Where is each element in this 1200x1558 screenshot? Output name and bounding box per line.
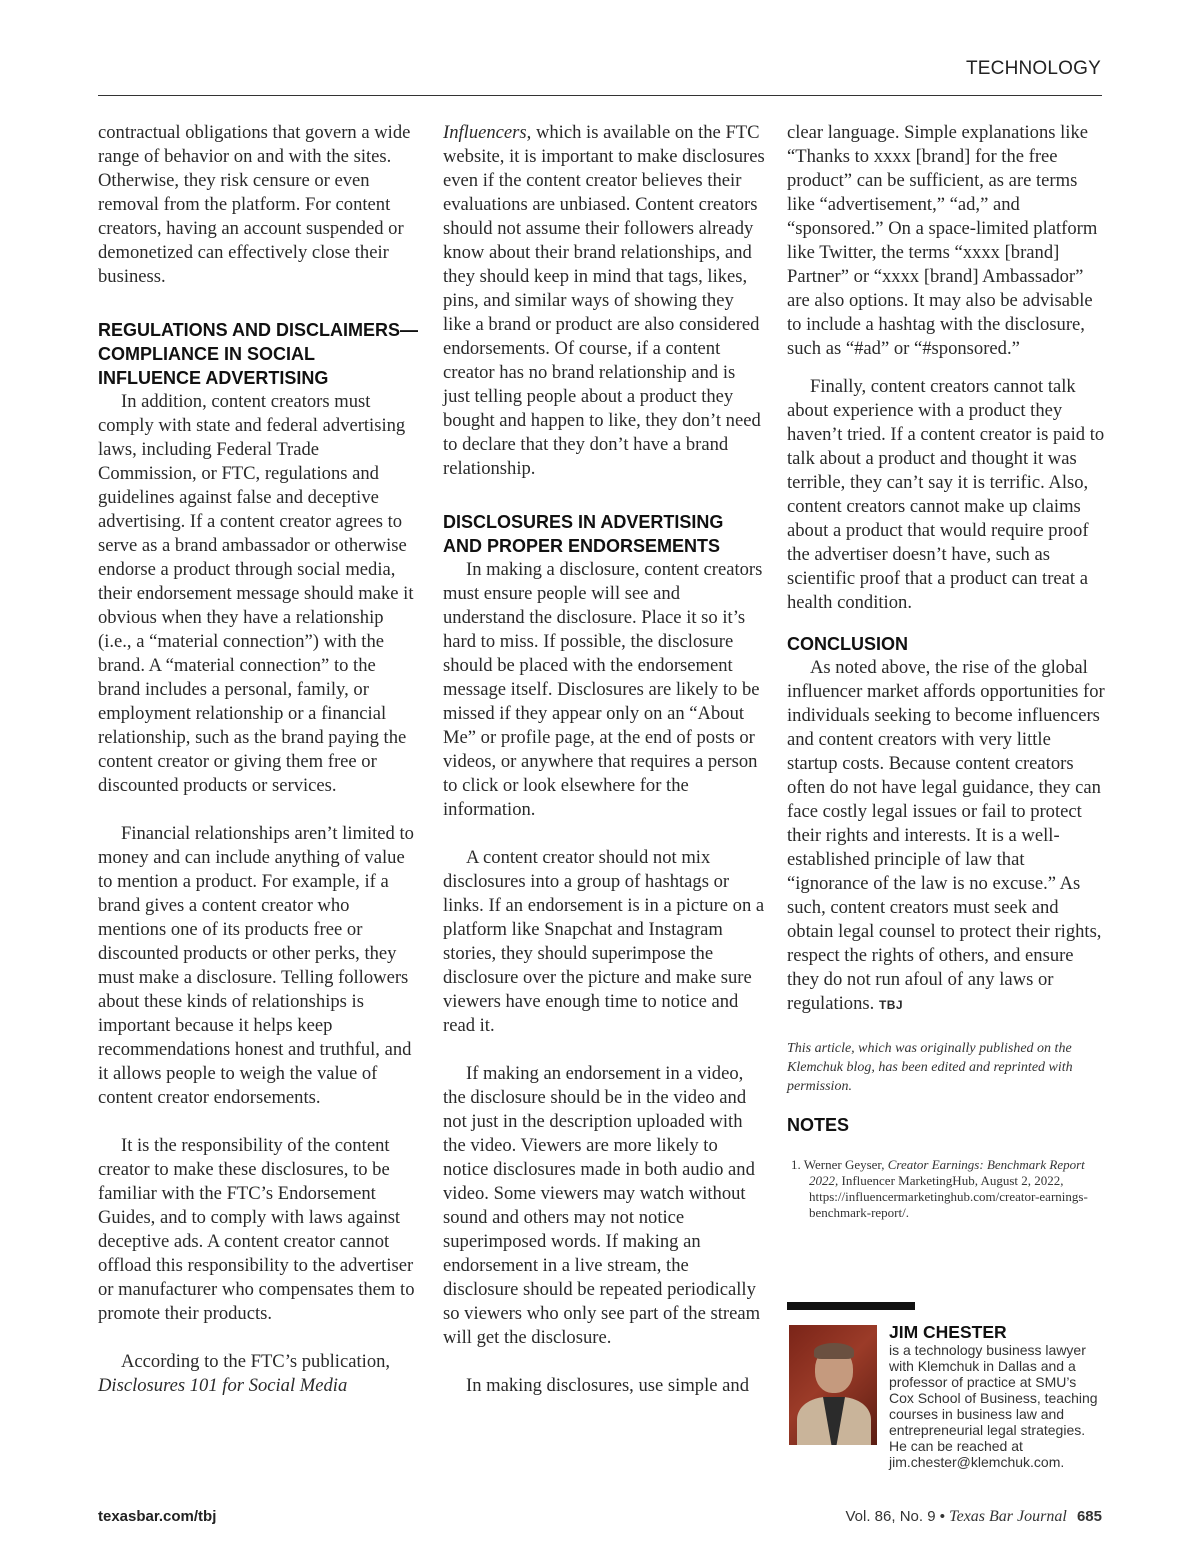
tbj-end-mark: TBJ: [878, 998, 904, 1012]
paragraph: A content creator should not mix disclosures into a group of hashtags or links. If an endorsement is in a picture on a platform like Snapchat and Instagram stories, they should superimpose the disclosure over the picture and make sure viewers have enough time to notice and read it.: [443, 847, 765, 1036]
note-author: Werner Geyser,: [803, 1157, 888, 1172]
paragraph: If making an endorsement in a video, the disclosure should be in the video and not just in the description uploaded with the video. Viewers are more likely to notice disclosures made in both audio and video. Some viewers may watch without sound and others may not notice superimposed words. If making an endorsement in a live stream, the disclosure should be repeated periodically so viewers who only see part of the stream will get the disclosure.: [443, 1063, 761, 1348]
author-name: JIM CHESTER: [889, 1322, 1007, 1342]
note-number: 1.: [791, 1157, 801, 1172]
paragraph-text: , which is available on the FTC website, it is important to make disclosures even if the content creator believes their evaluations are unbiased. Content creators should not assume their followers already know about their brand relationships, and they should keep in mind that tags, likes, pins, and similar ways of showing they like a brand or product are also considered endorsements. Of course, if a content creator has no brand relationship and is just telling people about a product they bought and happen to like, they don’t need to declare that they don’t have a brand relationship.: [443, 122, 765, 479]
paragraph-text: As noted above, the rise of the global influencer market affords opportunities for individuals seeking to become influencers and content creators with very little startup costs. Because content creators often do not have legal guidance, they can face costly legal issues or fail to protect their rights and interests. It is a well-established principle of law that “ignorance of the law is no excuse.” As such, content creators must seek and obtain legal counsel to protect their rights, respect the rights of others, and ensure they do not run afoul of any laws or regulations.: [787, 657, 1105, 1014]
section-heading-regulations: REGULATIONS AND DISCLAIMERS—COMPLIANCE IN SOCIAL INFLUENCE ADVERTISING: [98, 320, 419, 388]
paragraph: contractual obligations that govern a wide range of behavior on and with the sites. Otherwise, they risk censure or even removal from the platform. For content creators, having an account suspended or demonetized can effectively close their business.: [98, 122, 411, 287]
paragraph: It is the responsibility of the content creator to make these disclosures, to be familiar with the FTC’s Endorsement Guides, and to comply with laws against deceptive ads. A content creator cannot offload this responsibility to the advertiser or manufacturer who compensates them to promote their products.: [98, 1135, 415, 1324]
author-photo: [789, 1325, 877, 1445]
magazine-title: Texas Bar Journal: [949, 1508, 1067, 1525]
paragraph-text: According to the FTC’s publication,: [121, 1351, 391, 1372]
author-description: is a technology business lawyer with Klemchuk in Dallas and a professor of practice at SMU’s Cox School of Business, teaching courses in business law and entrepreneurial legal strategies. He can be reached at jim.chester@klemchuk.com.: [889, 1342, 1098, 1470]
bio-accent-bar: [787, 1302, 915, 1310]
section-label: TECHNOLOGY: [965, 58, 1101, 79]
footer-bullet: •: [939, 1508, 945, 1525]
paragraph: [787, 656, 1105, 1017]
section-heading-disclosures: DISCLOSURES IN ADVERTISING AND PROPER ENDORSEMENTS: [443, 512, 724, 556]
note-details: Influencer MarketingHub, August 2, 2022, https://influencermarketinghub.com/creator-earnings-benchmark-report/.: [809, 1173, 1088, 1220]
notes-list: [787, 1157, 1105, 1221]
article-column-1: [98, 121, 420, 1398]
article-column-2: [443, 121, 765, 1398]
publication-title: Influencers: [443, 122, 527, 143]
paragraph: In making disclosures, use simple and: [466, 1375, 749, 1396]
header-rule: [98, 95, 1102, 96]
page-number: 685: [1076, 1508, 1102, 1525]
footer-issue-info: [845, 1508, 1102, 1526]
note-title: Creator Earnings: Benchmark Report 2022,: [809, 1157, 1085, 1188]
section-heading-conclusion: CONCLUSION: [787, 634, 908, 654]
paragraph: clear language. Simple explanations like “Thanks to xxxx [brand] for the free product” can be sufficient, as are terms like “advertisement,” “ad,” and “sponsored.” On a space-limited platform like Twitter, the terms “xxxx [brand] Partner” or “xxxx [brand] Ambassador” are also options. It may also be advisable to include a hashtag with the disclosure, such as “#ad” or “#sponsored.”: [787, 122, 1098, 359]
paragraph: [443, 121, 765, 481]
paragraph: Finally, content creators cannot talk about experience with a product they haven’t tried. If a content creator is paid to talk about a product and thought it was terrible, they can’t say it is terrific. Also, content creators cannot make up claims about a product that would require proof the advertiser doesn’t have, such as scientific proof that a product can treat a health condition.: [787, 376, 1105, 613]
photo-hair-shape: [814, 1343, 854, 1359]
publication-title: Disclosures 101 for Social Media: [98, 1375, 348, 1396]
paragraph: In making a disclosure, content creators must ensure people will see and understand the disclosure. Place it so it’s hard to miss. If possible, the disclosure should be placed with the endorsement message itself. Disclosures are likely to be missed if they appear only on an “About Me” or profile page, at the end of posts or videos, or anywhere that requires a person to click or look elsewhere for the information.: [443, 559, 763, 820]
article-column-3: [787, 121, 1105, 1221]
note-item: [787, 1157, 1105, 1221]
section-heading-notes: NOTES: [787, 1115, 850, 1135]
paragraph: In addition, content creators must comply with state and federal advertising laws, including Federal Trade Commission, or FTC, regulations and guidelines against false and deceptive advertising. If a content creator agrees to serve as a brand ambassador or otherwise endorse a product through social media, their endorsement message should make it obvious when they have a relationship (i.e., a “material connection”) with the brand. A “material connection” to the brand includes a personal, family, or employment relationship or a financial relationship, such as the brand paying the content creator or giving them free or discounted products or services.: [98, 391, 414, 796]
footer-site-link[interactable]: texasbar.com/tbj: [98, 1508, 217, 1525]
republish-note: This article, which was originally published on the Klemchuk blog, has been edited and reprinted with permission.: [787, 1041, 1073, 1094]
volume-label: Vol. 86, No. 9: [845, 1508, 936, 1525]
paragraph: [98, 1350, 420, 1398]
paragraph: Financial relationships aren’t limited to money and can include anything of value to mention a product. For example, if a brand gives a content creator who mentions one of its products free or discounted products or other perks, they must make a disclosure. Telling followers about these kinds of relationships is important because it helps keep recommendations honest and truthful, and it allows people to weigh the value of content creator endorsements.: [98, 823, 414, 1108]
author-bio: [889, 1322, 1104, 1470]
